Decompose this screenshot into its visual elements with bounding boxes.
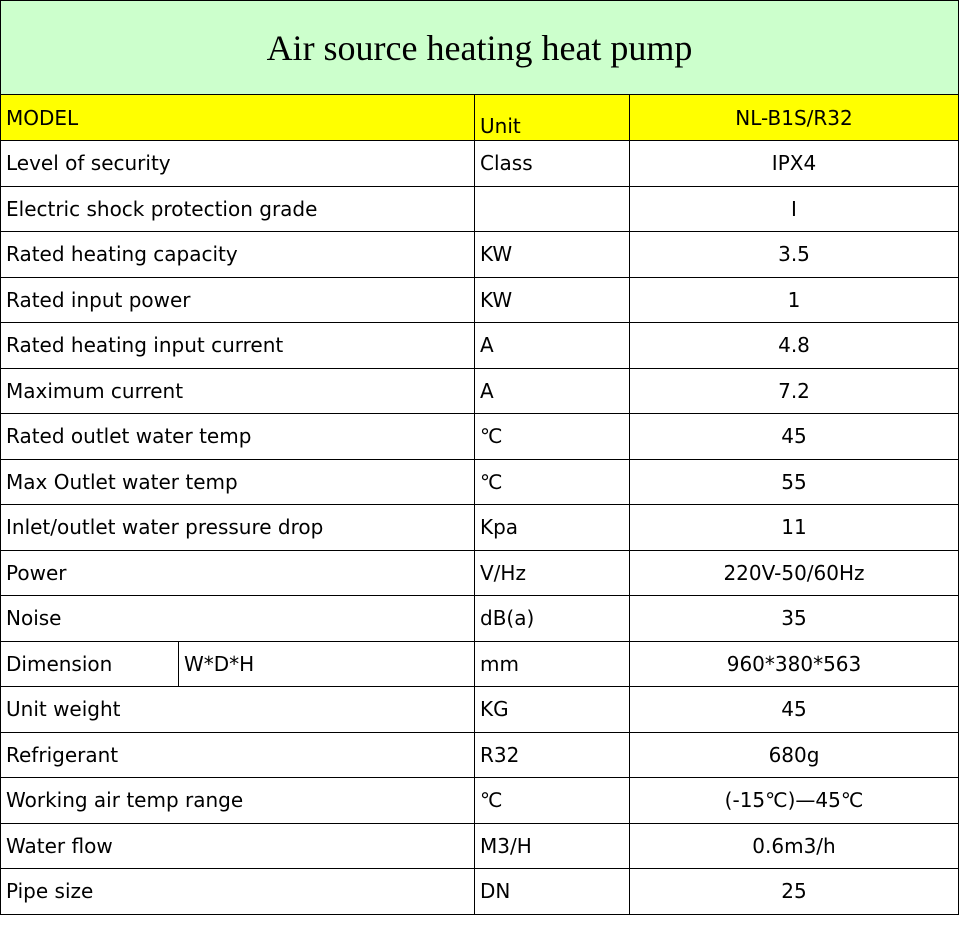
table-row [1, 277, 959, 323]
table-row [1, 596, 959, 642]
row-label: Max Outlet water temp [1, 459, 475, 505]
row-value: IPX4 [630, 141, 959, 187]
row-unit: ℃ [475, 414, 630, 460]
table-row [1, 641, 959, 687]
row-label: Unit weight [1, 687, 475, 733]
table-row [1, 732, 959, 778]
row-unit: Class [475, 141, 630, 187]
row-label: Pipe size [1, 869, 475, 915]
row-value: 0.6m3/h [630, 823, 959, 869]
row-label: Rated outlet water temp [1, 414, 475, 460]
table-title: Air source heating heat pump [1, 1, 959, 95]
row-value: 3.5 [630, 232, 959, 278]
row-unit: A [475, 368, 630, 414]
row-value: (-15℃)—45℃ [630, 778, 959, 824]
row-unit: KG [475, 687, 630, 733]
row-value: I [630, 186, 959, 232]
header-model-label: MODEL [1, 95, 475, 141]
table-row [1, 414, 959, 460]
row-value: 7.2 [630, 368, 959, 414]
row-unit: DN [475, 869, 630, 915]
row-unit: dB(a) [475, 596, 630, 642]
row-unit: KW [475, 232, 630, 278]
table-row [1, 459, 959, 505]
row-label: Electric shock protection grade [1, 186, 475, 232]
row-unit: mm [475, 641, 630, 687]
row-value: 45 [630, 687, 959, 733]
row-label: Maximum current [1, 368, 475, 414]
row-unit: ℃ [475, 778, 630, 824]
row-value: 680g [630, 732, 959, 778]
row-label: Noise [1, 596, 475, 642]
row-value: 4.8 [630, 323, 959, 369]
row-unit: A [475, 323, 630, 369]
table-row [1, 368, 959, 414]
row-label: Refrigerant [1, 732, 475, 778]
row-value: 220V-50/60Hz [630, 550, 959, 596]
table-row [1, 687, 959, 733]
row-value: 1 [630, 277, 959, 323]
table-row [1, 505, 959, 551]
table-row [1, 186, 959, 232]
row-value: 960*380*563 [630, 641, 959, 687]
table-row [1, 323, 959, 369]
row-label: Water flow [1, 823, 475, 869]
row-label: Rated input power [1, 277, 475, 323]
row-label: Rated heating input current [1, 323, 475, 369]
table-row [1, 141, 959, 187]
row-label: Dimension [1, 641, 179, 687]
table-row [1, 869, 959, 915]
header-row [1, 95, 959, 141]
row-unit: Kpa [475, 505, 630, 551]
row-label: Level of security [1, 141, 475, 187]
row-label: Rated heating capacity [1, 232, 475, 278]
row-label: Power [1, 550, 475, 596]
row-unit: V/Hz [475, 550, 630, 596]
row-sublabel: W*D*H [179, 641, 475, 687]
row-unit: ℃ [475, 459, 630, 505]
row-value: 35 [630, 596, 959, 642]
title-row [1, 1, 959, 95]
row-label: Inlet/outlet water pressure drop [1, 505, 475, 551]
table-row [1, 550, 959, 596]
row-unit: KW [475, 277, 630, 323]
header-model-value: NL-B1S/R32 [630, 95, 959, 141]
table-row [1, 823, 959, 869]
row-value: 45 [630, 414, 959, 460]
table-row [1, 232, 959, 278]
header-unit-label: Unit [475, 95, 630, 141]
table-row [1, 778, 959, 824]
row-value: 25 [630, 869, 959, 915]
row-value: 11 [630, 505, 959, 551]
row-value: 55 [630, 459, 959, 505]
row-label: Working air temp range [1, 778, 475, 824]
row-unit: M3/H [475, 823, 630, 869]
row-unit [475, 186, 630, 232]
row-unit: R32 [475, 732, 630, 778]
